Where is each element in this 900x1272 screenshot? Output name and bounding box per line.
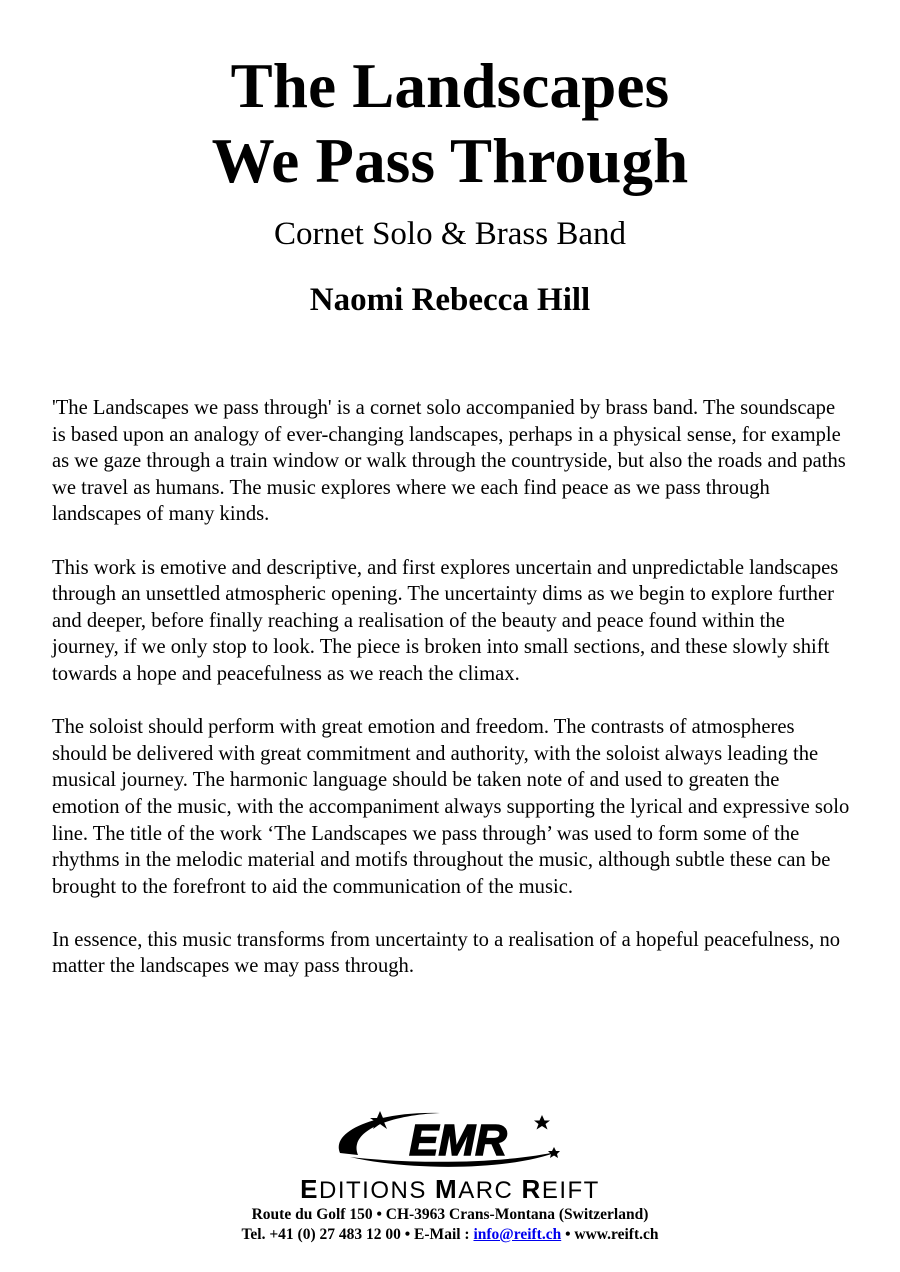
publisher-address: Route du Golf 150 • CH-3963 Crans-Montana (Switzerland) xyxy=(251,1206,649,1223)
contact-website: • www.reift.ch xyxy=(561,1226,659,1243)
program-notes xyxy=(52,395,852,1007)
program-note-paragraph: This work is emotive and descriptive, and first explores uncertain and unpredictable landscapes through an unsettled atmospheric opening. The uncertainty dims as we begin to explore further and deeper, before finally reaching a realisation of the beauty and peace found within the journey, if we only stop to look. The piece is broken into small sections, and these slowly shift towards a hope and peacefulness as we reach the climax. xyxy=(52,556,839,685)
publisher-word-reift: EIFT xyxy=(541,1177,600,1204)
program-note-paragraph: 'The Landscapes we pass through' is a cornet solo accompanied by brass band. The soundscape is based upon an analogy of ever-changing landscapes, perhaps in a physical sense, for example as we gaze through a train window or walk through the countryside, but also the roads and paths we travel as humans. The music explores where we each find peace as we pass through landscapes of many kinds. xyxy=(52,397,846,526)
title-line-1: The Landscapes xyxy=(230,51,670,121)
logo-star-right xyxy=(534,1115,550,1130)
title-line-2: We Pass Through xyxy=(211,126,689,196)
program-note-paragraph: In essence, this music transforms from uncertainty to a realisation of a hopeful peacefulness, no matter the landscapes we may pass through. xyxy=(52,928,841,978)
composer-name: Naomi Rebecca Hill xyxy=(309,282,591,318)
publisher-initial-e: E xyxy=(300,1174,320,1204)
publisher-contact xyxy=(0,1225,900,1245)
publisher-initial-m: M xyxy=(435,1174,459,1204)
publisher-word-marc: ARC xyxy=(458,1177,514,1204)
email-link[interactable]: info@reift.ch xyxy=(473,1226,562,1243)
logo-star-small xyxy=(548,1147,560,1158)
emr-logo xyxy=(320,1105,580,1173)
publisher-name xyxy=(0,1175,900,1205)
contact-tel-label: Tel. +41 (0) 27 483 12 00 • E-Mail : xyxy=(241,1226,474,1243)
logo-emr-text: EMR xyxy=(409,1116,507,1165)
publisher-word-editions: DITIONS xyxy=(319,1177,427,1204)
program-note-paragraph: The soloist should perform with great emotion and freedom. The contrasts of atmospheres should be delivered with great commitment and authority, with the soloist always leading the musical journey. The harmonic language should be taken note of and used to greaten the emotion of the music, with the accompaniment always supporting the lyrical and expressive solo line. The title of the work ‘The Landscapes we pass through’ was used to form some of the rhythms in the melodic material and motifs throughout the music, although subtle these can be brought to the forefront to aid the communication of the music. xyxy=(52,716,850,898)
publisher-footer xyxy=(0,1105,900,1245)
publisher-initial-r: R xyxy=(521,1174,542,1204)
instrumentation-subtitle: Cornet Solo & Brass Band xyxy=(274,216,626,252)
